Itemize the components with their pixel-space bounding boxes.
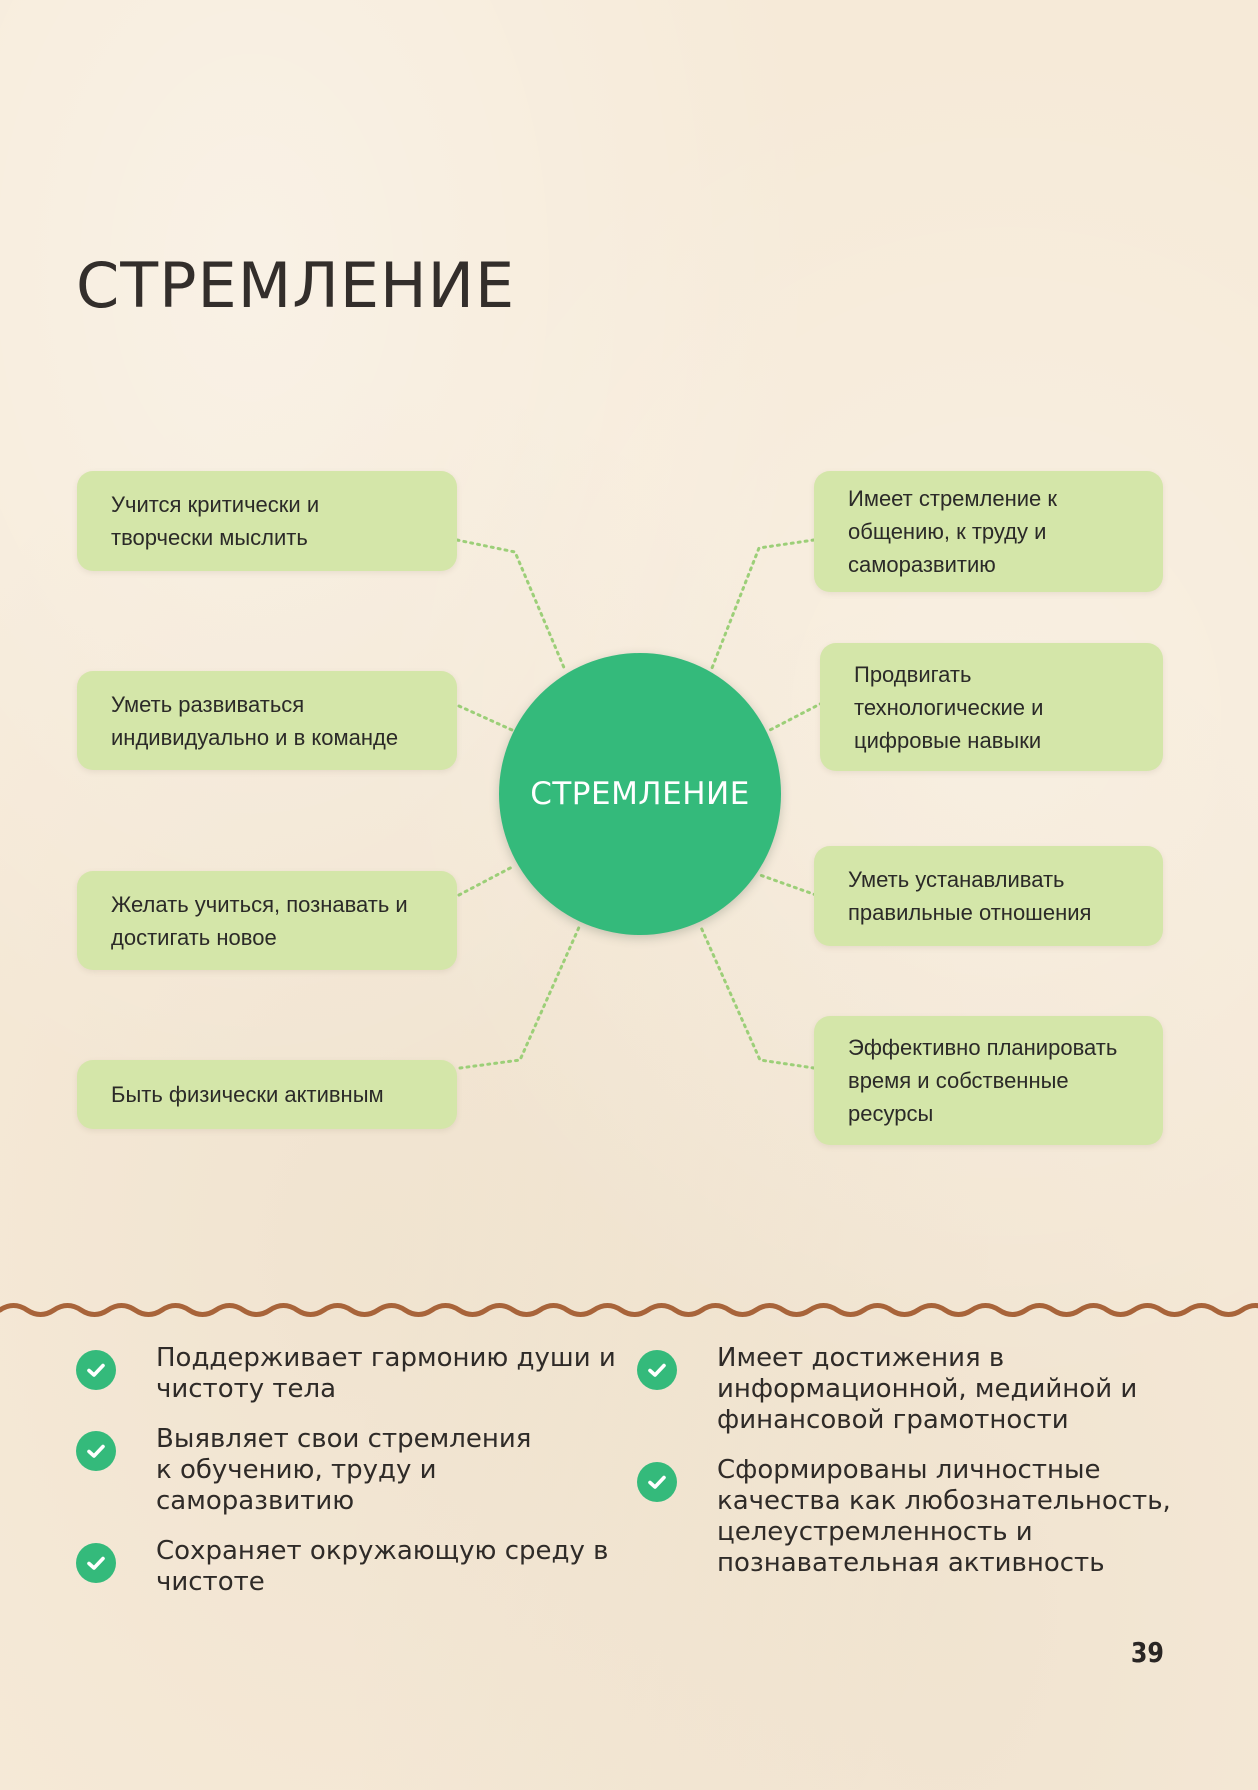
check-circle-icon [637,1462,677,1502]
checklist-item [76,1343,616,1405]
mindmap-center [499,653,781,935]
connector-right-4 [700,925,814,1068]
page-title: СТРЕМЛЕНИЕ [76,249,516,322]
check-circle-icon [76,1543,116,1583]
mindmap-node-right-3 [814,846,1163,946]
connector-left-3 [459,866,514,895]
connector-left-4 [460,925,580,1068]
checklist-text: Поддерживает гармонию души и чистоту тела [156,1343,616,1404]
mindmap-node-left-2 [77,671,457,770]
mindmap-node-left-4 [77,1060,457,1129]
checklist-text: Сформированы личностные качества как любознательность, целеустремленность и познавательная активность [717,1455,1171,1578]
wavy-divider [0,1290,1258,1330]
connector-right-1 [712,540,814,668]
checklist-item [637,1343,1177,1436]
checklist-text: Выявляет свои стремления к обучению, труду и саморазвитию [156,1424,532,1516]
check-circle-icon [76,1431,116,1471]
connector-right-2 [770,703,822,730]
mindmap-node-label: Учится критически и творчески мыслить [111,492,320,550]
mindmap-node-label: Продвигать технологические и цифровые навыки [854,661,1044,753]
connector-right-3 [760,875,816,895]
connector-left-2 [459,706,512,730]
mindmap-node-label: Имеет стремление к общению, к труду и саморазвитию [848,486,1058,577]
checklist-item [637,1455,1177,1579]
page-number: 39 [1130,1636,1164,1669]
check-circle-icon [637,1350,677,1390]
check-circle-icon [76,1350,116,1390]
checklist-item [76,1424,616,1517]
mindmap-node-label: Эффективно планировать время и собственные ресурсы [848,1035,1118,1126]
mindmap-node-left-1 [77,471,457,571]
mindmap-node-right-4 [814,1016,1163,1145]
mindmap-node-label: Быть физически активным [111,1082,384,1107]
mindmap-node-label: Уметь развиваться индивидуально и в команде [111,691,399,750]
checklist-text: Сохраняет окружающую среду в чистоте [156,1536,609,1597]
mindmap-node-left-3 [77,871,457,970]
mindmap-center-label: СТРЕМЛЕНИЕ [530,776,750,812]
mindmap-node-label: Уметь устанавливать правильные отношения [848,867,1092,925]
checklist-item [76,1536,616,1598]
checklist-text: Имеет достижения в информационной, медийной и финансовой грамотности [717,1343,1138,1435]
mindmap-node-right-2 [820,643,1163,771]
mindmap-node-label: Желать учиться, познавать и достигать новое [111,891,408,950]
mindmap-node-right-1 [814,471,1163,592]
connector-left-1 [457,540,565,670]
